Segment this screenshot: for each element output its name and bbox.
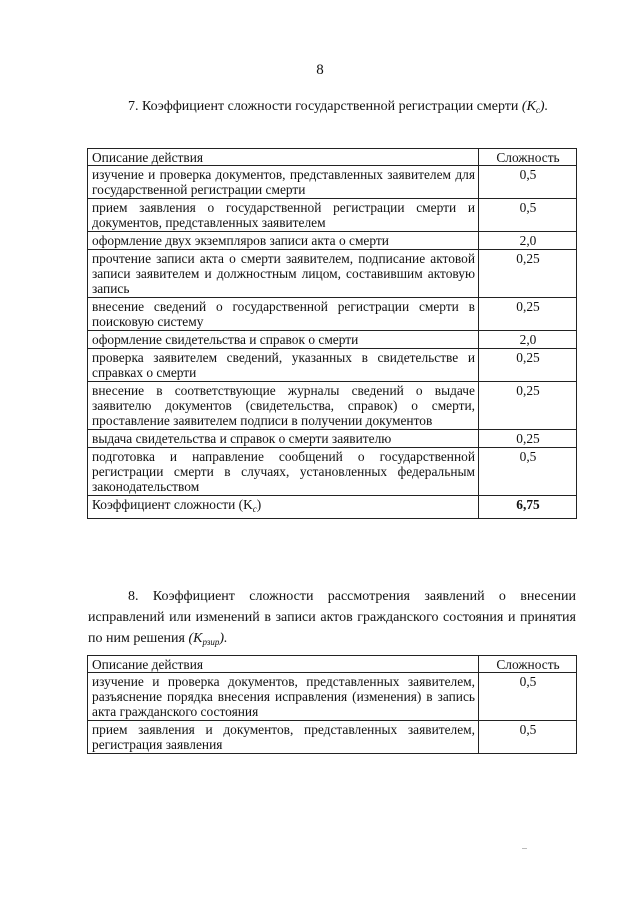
complexity-value: 2,0 [479, 331, 577, 349]
table-row [88, 382, 577, 430]
action-description: оформление двух экземпляров записи акта о смерти [88, 232, 479, 250]
action-description: прием заявления и документов, представленных заявителем, регистрация заявления [88, 721, 479, 754]
table-row [88, 298, 577, 331]
table-row [88, 349, 577, 382]
section-8-table [87, 655, 577, 754]
total-row [88, 496, 577, 519]
table-row [88, 721, 577, 754]
column-header-complexity: Сложность [479, 149, 577, 166]
table-row [88, 166, 577, 199]
section-7-coefficient-symbol: $(K_с)$. [521, 99, 549, 115]
total-value: 6,75 [479, 496, 577, 519]
complexity-value: 0,5 [479, 199, 577, 232]
column-header-description: Описание действия [88, 656, 479, 673]
complexity-value: 2,0 [479, 232, 577, 250]
table-row [88, 199, 577, 232]
section-8-heading-text: 8. Коэффициент сложности рассмотрения заявлений о внесении исправлений или изменений в записи актов гражданского состояния и принятия по ним решения [88, 589, 576, 646]
scan-speck [522, 848, 527, 849]
action-description: подготовка и направление сообщений о государственной регистрации смерти в случаях, установленных федеральным законодательством [88, 448, 479, 496]
table-header-row [88, 656, 577, 673]
action-description: внесение сведений о государственной регистрации смерти в поисковую систему [88, 298, 479, 331]
action-description: прочтение записи акта о смерти заявителем, подписание актовой записи заявителем и должностным лицом, составившим актовую запись [88, 250, 479, 298]
action-description: проверка заявителем сведений, указанных в свидетельстве и справках о смерти [88, 349, 479, 382]
complexity-value: 0,5 [479, 673, 577, 721]
column-header-description: Описание действия [88, 149, 479, 166]
complexity-value: 0,25 [479, 349, 577, 382]
complexity-value: 0,5 [479, 448, 577, 496]
action-description: изучение и проверка документов, представленных заявителем, разъяснение порядка внесения исправления (изменения) в запись акта гражданского состояния [88, 673, 479, 721]
complexity-value: 0,25 [479, 382, 577, 430]
action-description: изучение и проверка документов, представленных заявителем для государственной регистрации смерти [88, 166, 479, 199]
complexity-value: 0,25 [479, 430, 577, 448]
total-label: Коэффициент сложности $(K_с)$ [88, 496, 479, 519]
complexity-value: 0,25 [479, 298, 577, 331]
action-description: оформление свидетельства и справок о смерти [88, 331, 479, 349]
complexity-value: 0,25 [479, 250, 577, 298]
table-row [88, 331, 577, 349]
table-row [88, 673, 577, 721]
table-row [88, 232, 577, 250]
section-8-heading [88, 586, 576, 653]
table-row [88, 448, 577, 496]
action-description: прием заявления о государственной регистрации смерти и документов, представленных заявителем [88, 199, 479, 232]
table-header-row [88, 149, 577, 166]
table-row [88, 430, 577, 448]
complexity-value: 0,5 [479, 166, 577, 199]
action-description: выдача свидетельства и справок о смерти заявителю [88, 430, 479, 448]
section-7-heading-text: 7. Коэффициент сложности государственной регистрации смерти [128, 99, 519, 114]
column-header-complexity: Сложность [479, 656, 577, 673]
section-8-coefficient-symbol: $(K_{рзир})$. [188, 631, 228, 647]
complexity-value: 0,5 [479, 721, 577, 754]
action-description: внесение в соответствующие журналы сведений о выдаче заявителю документов (свидетельства, справок) о смерти, проставление заявителем подписи в получении документов [88, 382, 479, 430]
table-row [88, 250, 577, 298]
page-number: 8 [316, 62, 324, 78]
section-7-table [87, 148, 577, 519]
section-7-heading [88, 96, 576, 121]
